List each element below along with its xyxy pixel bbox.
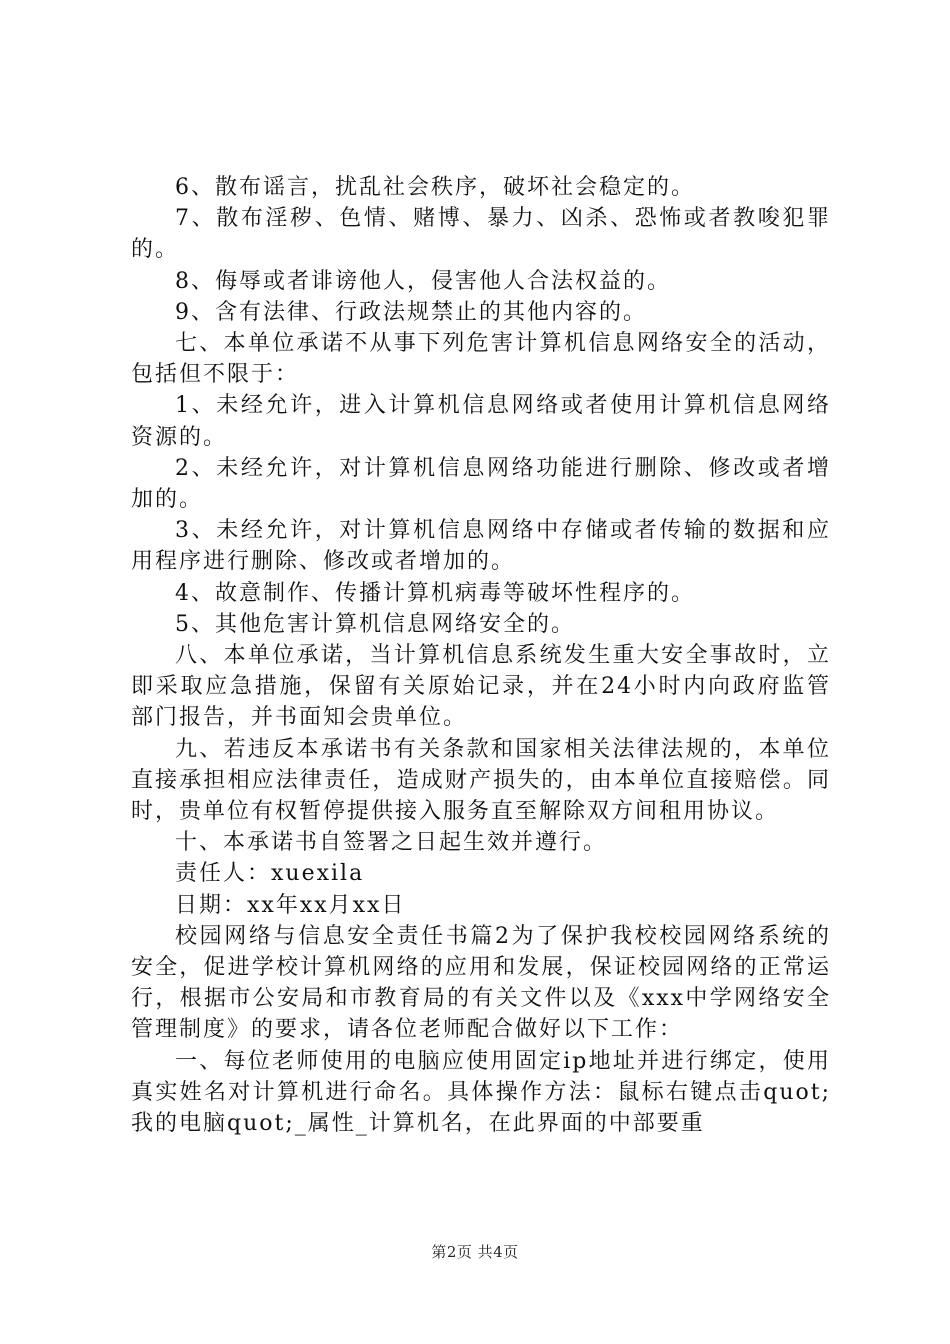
paragraph: 3、未经允许，对计算机信息网络中存储或者传输的数据和应用程序进行删除、修改或者增加的。 — [131, 518, 831, 575]
paragraph: 八、本单位承诺，当计算机信息系统发生重大安全事故时，立即采取应急措施，保留有关原始记录，并在24小时内向政府监管部门报告，并书面知会贵单位。 — [131, 643, 831, 731]
paragraph: 5、其他危害计算机信息网络安全的。 — [175, 611, 575, 637]
paragraph: 九、若违反本承诺书有关条款和国家相关法律法规的，本单位直接承担相应法律责任，造成财产损失的，由本单位直接赔偿。同时，贵单位有权暂停提供接入服务直至解除双方间租用协议。 — [131, 736, 831, 825]
paragraph: 4、故意制作、传播计算机病毒等破坏性程序的。 — [175, 580, 695, 606]
paragraph: 8、侮辱或者诽谤他人，侵害他人合法权益的。 — [175, 268, 671, 294]
paragraph: 2、未经允许，对计算机信息网络功能进行删除、修改或者增加的。 — [131, 455, 831, 513]
paragraph: 一、每位老师使用的电脑应使用固定ip地址并进行绑定，使用真实姓名对计算机进行命名。具体操作方法：鼠标右键点击quot;我的电脑quot;_属性_计算机名，在此界面的中部要重 — [131, 1048, 831, 1137]
paragraph: 七、本单位承诺不从事下列危害计算机信息网络安全的活动，包括但不限于： — [131, 331, 831, 388]
paragraph: 7、散布淫秽、色情、赌博、暴力、凶杀、恐怖或者教唆犯罪的。 — [131, 206, 831, 263]
paragraph: 校园网络与信息安全责任书篇2为了保护我校校园网络系统的安全，促进学校计算机网络的应用和发展，保证校园网络的正常运行，根据市公安局和市教育局的有关文件以及《xxx中学网络安全管理制度》的要求，请各位老师配合做好以下工作： — [131, 923, 831, 1043]
signatory-line: 责任人：xuexila — [175, 861, 365, 887]
paragraph: 6、散布谣言，扰乱社会秩序，破坏社会稳定的。 — [175, 175, 695, 200]
paragraph: 9、含有法律、行政法规禁止的其他内容的。 — [175, 299, 647, 325]
document-body — [131, 172, 831, 1139]
page-number-footer: 第2页 共4页 — [431, 1243, 519, 1261]
paragraph: 十、本承诺书自签署之日起生效并遵行。 — [175, 830, 608, 856]
date-line: 日期：xx年xx月xx日 — [175, 892, 406, 918]
paragraph: 1、未经允许，进入计算机信息网络或者使用计算机信息网络资源的。 — [131, 393, 831, 450]
